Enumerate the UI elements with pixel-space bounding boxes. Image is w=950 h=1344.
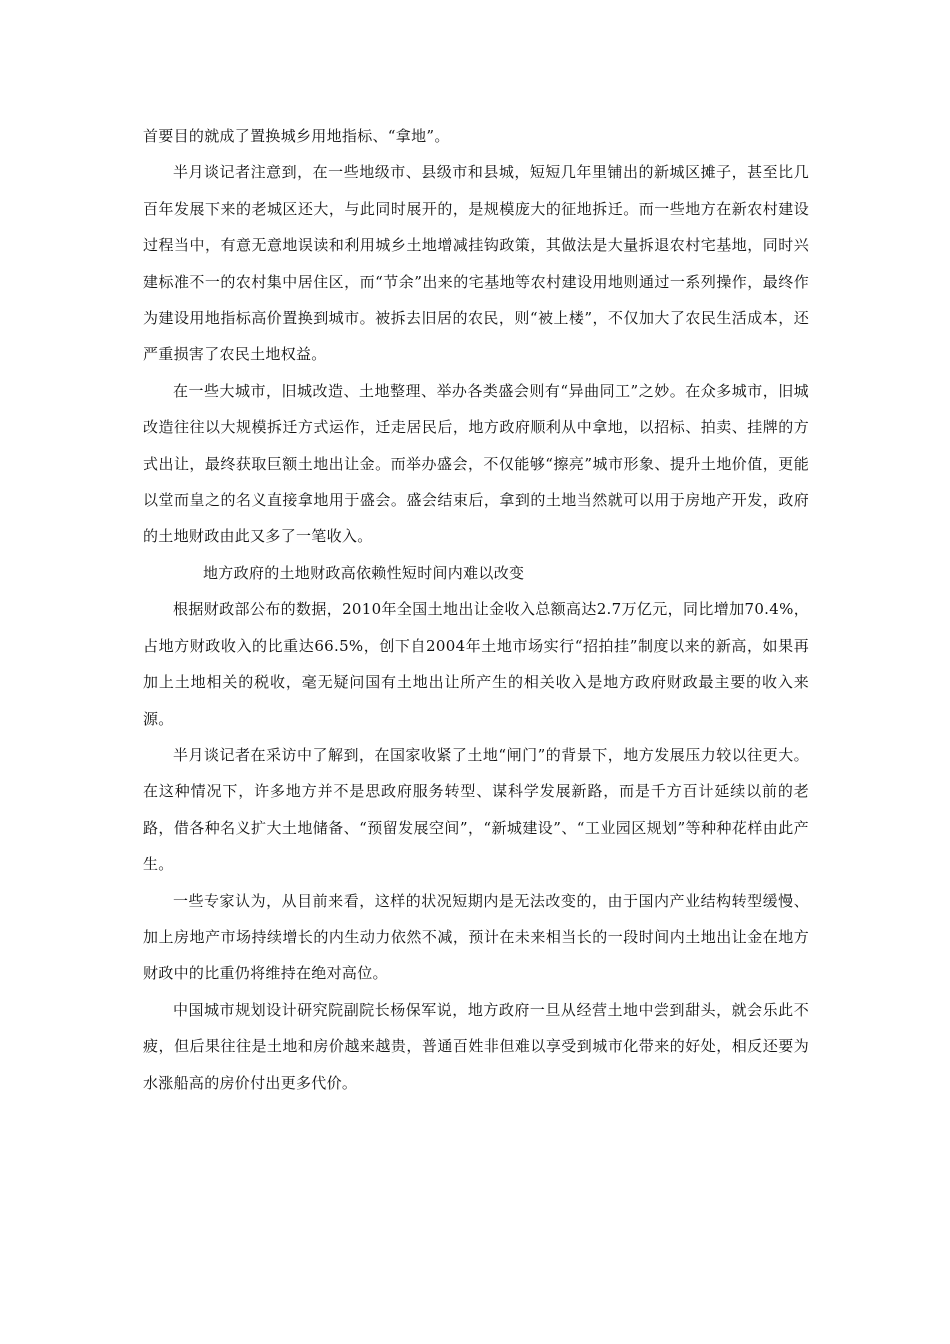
paragraph-expert-opinion: 一些专家认为，从目前来看，这样的状况短期内是无法改变的，由于国内产业结构转型缓慢、加上房地产市场持续增长的内生动力依然不减，预计在未来相当长的一段时间内土地出让金在地方财政中的比重仍将维持在绝对高位。 [143,891,809,983]
document-page [143,118,809,1101]
paragraph-finance-data: 根据财政部公布的数据，2010年全国土地出让金收入总额高达2.7万亿元，同比增加70.4%，占地方财政收入的比重达66.5%，创下自2004年土地市场实行“招拍挂”制度以来的新高，如果再加上土地相关的税收，毫无疑问国有土地出让所产生的相关收入是地方政府财政最主要的收入来源。 [143,600,809,728]
section-subheading: 地方政府的土地财政高依赖性短时间内难以改变 [203,563,525,582]
paragraph-old-city-renovation: 在一些大城市，旧城改造、土地整理、举办各类盛会则有“异曲同工”之妙。在众多城市，旧城改造往往以大规模拆迁方式运作，迁走居民后，地方政府顺利从中拿地，以招标、拍卖、挂牌的方式出让，最终获取巨额土地出让金。而举办盛会，不仅能够“擦亮”城市形象、提升土地价值，更能以堂而皇之的名义直接拿地用于盛会。盛会结束后，拿到的土地当然就可以用于房地产开发，政府的土地财政由此又多了一笔收入。 [143,381,809,546]
paragraph-new-district-expansion: 半月谈记者注意到，在一些地级市、县级市和县城，短短几年里铺出的新城区摊子，甚至比几百年发展下来的老城区还大，与此同时展开的，是规模庞大的征地拆迁。而一些地方在新农村建设过程当中，有意无意地误读和利用城乡土地增减挂钩政策，其做法是大量拆退农村宅基地，同时兴建标准不一的农村集中居住区，而“节余”出来的宅基地等农村建设用地则通过一系列操作，最终作为建设用地指标高价置换到城市。被拆去旧居的农民，则“被上楼”，不仅加大了农民生活成本，还严重损害了农民土地权益。 [143,163,809,364]
paragraph-continuation: 首要目的就成了置换城乡用地指标、“拿地”。 [143,127,450,145]
paragraph-yang-baojun-quote: 中国城市规划设计研究院副院长杨保军说，地方政府一旦从经营土地中尝到甜头，就会乐此不疲，但后果往往是土地和房价越来越贵，普通百姓非但难以享受到城市化带来的好处，相反还要为水涨船高的房价付出更多代价。 [143,1000,809,1092]
paragraph-development-pressure: 半月谈记者在采访中了解到，在国家收紧了土地“闸门”的背景下，地方发展压力较以往更大。在这种情况下，许多地方并不是思政府服务转型、谋科学发展新路，而是千方百计延续以前的老路，借各种名义扩大土地储备、“预留发展空间”，“新城建设”、“工业园区规划”等种种花样由此产生。 [143,745,809,874]
